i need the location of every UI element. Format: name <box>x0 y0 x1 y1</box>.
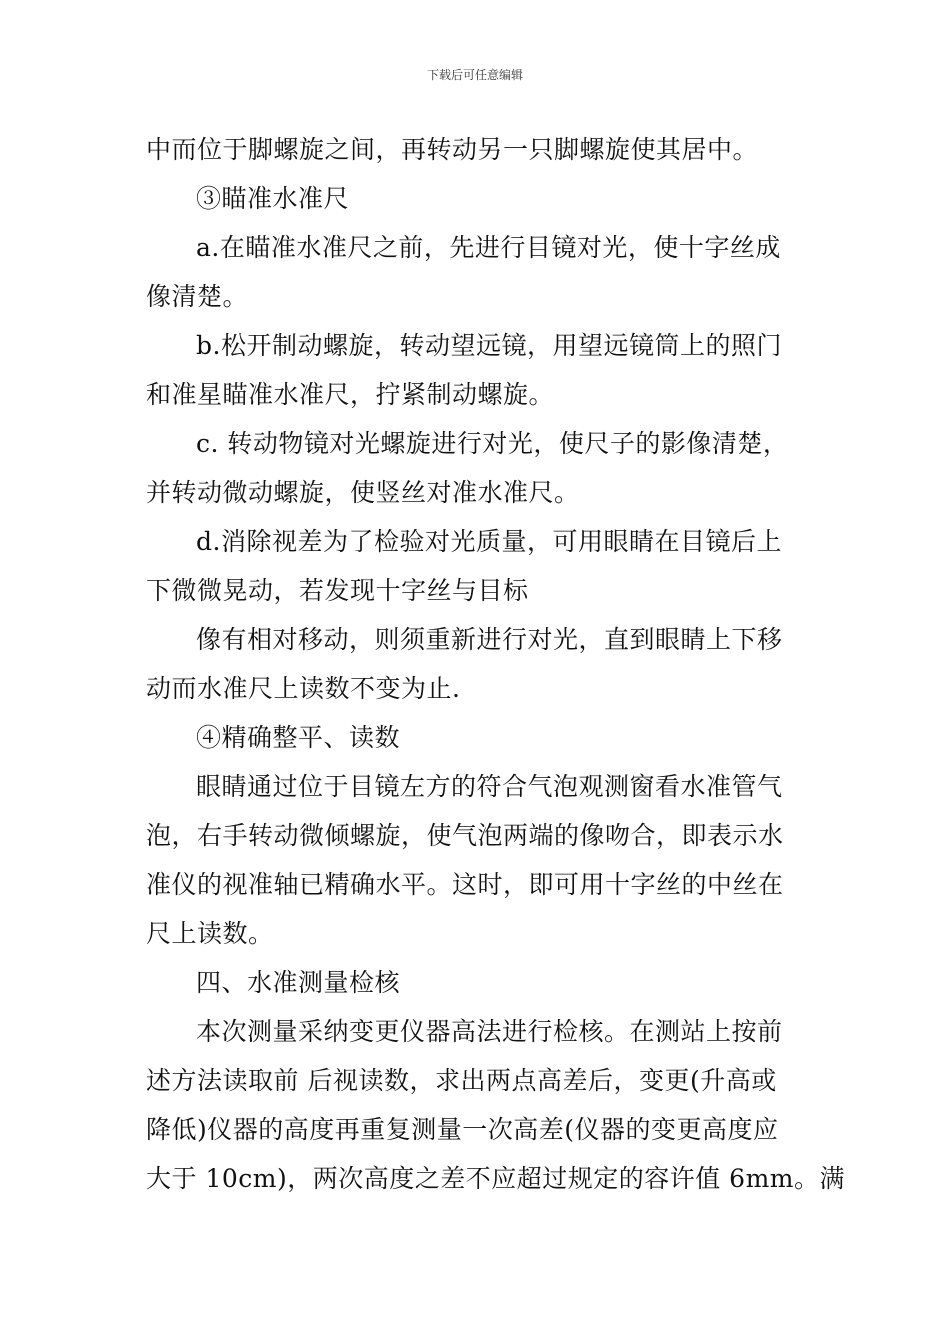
text-line-10: 下微微晃动，若发现十字丝与目标 <box>146 576 529 605</box>
text-line-1: 中而位于脚螺旋之间，再转动另一只脚螺旋使其居中。 <box>146 135 759 164</box>
text-line-21: 降低)仪器的高度再重复测量一次高差(仪器的变更高度应 <box>146 1115 779 1144</box>
section-heading-level-read: ④精确整平、读数 <box>196 723 401 752</box>
text-line-20: 述方法读取前 后视读数，求出两点高差后，变更(升高或 <box>146 1066 777 1095</box>
text-line-22: 大于 10cm)，两次高度之差不应超过规定的容许值 6mm。满 <box>146 1164 845 1193</box>
text-line-14: 眼睛通过位于目镜左方的符合气泡观测窗看水准管气 <box>196 772 783 801</box>
text-line-5: b.松开制动螺旋，转动望远镜，用望远镜筒上的照门 <box>196 331 782 360</box>
text-line-16: 准仪的视准轴已精确水平。这时，即可用十字丝的中丝在 <box>146 870 784 899</box>
text-line-15: 泡，右手转动微倾螺旋，使气泡两端的像吻合，即表示水 <box>146 821 784 850</box>
text-line-6: 和准星瞄准水准尺，拧紧制动螺旋。 <box>146 380 555 409</box>
section-heading-aim-rod: ③瞄准水准尺 <box>196 184 350 213</box>
text-line-11: 像有相对移动，则须重新进行对光，直到眼睛上下移 <box>196 625 783 654</box>
text-line-12: 动而水准尺上读数不变为止. <box>146 674 461 703</box>
text-line-3: a.在瞄准水准尺之前，先进行目镜对光，使十字丝成 <box>196 233 781 262</box>
text-line-19: 本次测量采纳变更仪器高法进行检核。在测站上按前 <box>196 1017 783 1046</box>
text-line-17: 尺上读数。 <box>146 919 274 948</box>
page-header: 下载后可任意编辑 <box>426 68 523 82</box>
text-line-7: c. 转动物镜对光螺旋进行对光，使尺子的影像清楚， <box>196 429 789 458</box>
section-heading-leveling-check: 四、水准测量检核 <box>196 968 401 997</box>
text-line-4: 像清楚。 <box>146 282 249 311</box>
text-line-8: 并转动微动螺旋，使竖丝对准水准尺。 <box>146 478 580 507</box>
document-body <box>146 125 845 1203</box>
text-line-9: d.消除视差为了检验对光质量，可用眼睛在目镜后上 <box>196 527 782 556</box>
